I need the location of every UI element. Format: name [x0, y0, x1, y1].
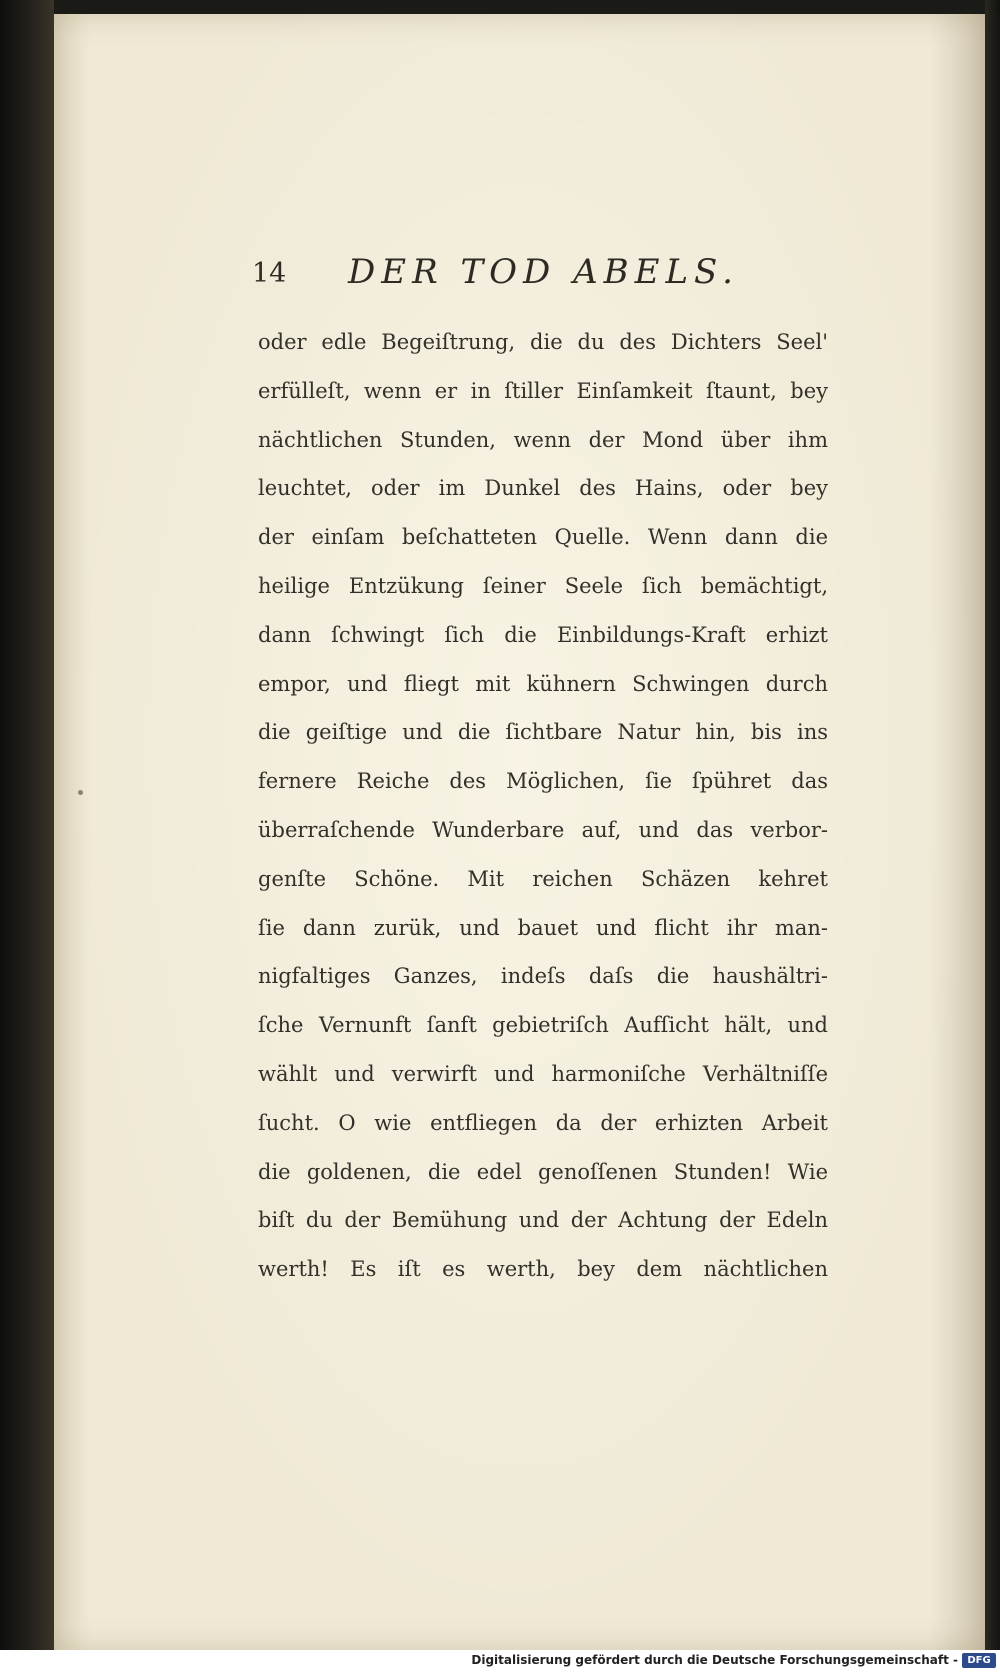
- running-title: DER TOD ABELS.: [348, 252, 739, 292]
- text-line: ſucht. O wie entfliegen da der erhizten Arbeit: [258, 1110, 828, 1135]
- text-line: oder edle Begeiſtrung, die du des Dichters Seel': [258, 330, 828, 354]
- text-line: nigfaltiges Ganzes, indeſs daſs die haushältri-: [258, 964, 828, 989]
- text-line: die goldenen, die edel genoſſenen Stunden! Wie: [258, 1159, 828, 1184]
- book-cover-edge: [0, 0, 54, 1650]
- text-line: dann ſchwingt ſich die Einbildungs-Kraft erhizt: [258, 622, 828, 647]
- text-line: empor, und fliegt mit kühnern Schwingen durch: [258, 671, 828, 696]
- paper-speck: [78, 790, 83, 795]
- text-line: werth! Es iſt es werth, bey dem nächtlichen: [258, 1257, 828, 1282]
- funding-credit: Digitalisierung gefördert durch die Deutsche Forschungsgemeinschaft -: [471, 1653, 958, 1667]
- dfg-logo-icon: DFG: [962, 1653, 996, 1668]
- text-line: erfülleſt, wenn er in ſtiller Einſamkeit ſtaunt, bey: [258, 378, 828, 403]
- text-line: leuchtet, oder im Dunkel des Hains, oder bey: [258, 476, 828, 501]
- text-line: die geiſtige und die ſichtbare Natur hin, bis ins: [258, 720, 828, 745]
- body-text: [258, 318, 828, 1294]
- text-line: fernere Reiche des Möglichen, ſie ſpühret das: [258, 769, 828, 794]
- text-line: ſie dann zurük, und bauet und flicht ihr man-: [258, 915, 828, 940]
- text-line: biſt du der Bemühung und der Achtung der Edeln: [258, 1208, 828, 1233]
- page-gutter-shadow: [992, 14, 1000, 1650]
- text-line: wählt und verwirft und harmoniſche Verhältniſſe: [258, 1061, 828, 1086]
- text-line: genſte Schöne. Mit reichen Schäzen kehret: [258, 866, 828, 891]
- text-line: nächtlichen Stunden, wenn der Mond über ihm: [258, 427, 828, 452]
- text-line: ſche Vernunft ſanft gebietriſch Aufſicht hält, und: [258, 1013, 828, 1038]
- text-line: überraſchende Wunderbare auf, und das verbor-: [258, 817, 828, 842]
- text-line: heilige Entzükung ſeiner Seele ſich bemächtigt,: [258, 573, 828, 598]
- footer-bar: [0, 1650, 1000, 1672]
- page-number: 14: [252, 258, 287, 289]
- text-line: der einſam beſchatteten Quelle. Wenn dann die: [258, 525, 828, 550]
- running-head: [252, 252, 772, 298]
